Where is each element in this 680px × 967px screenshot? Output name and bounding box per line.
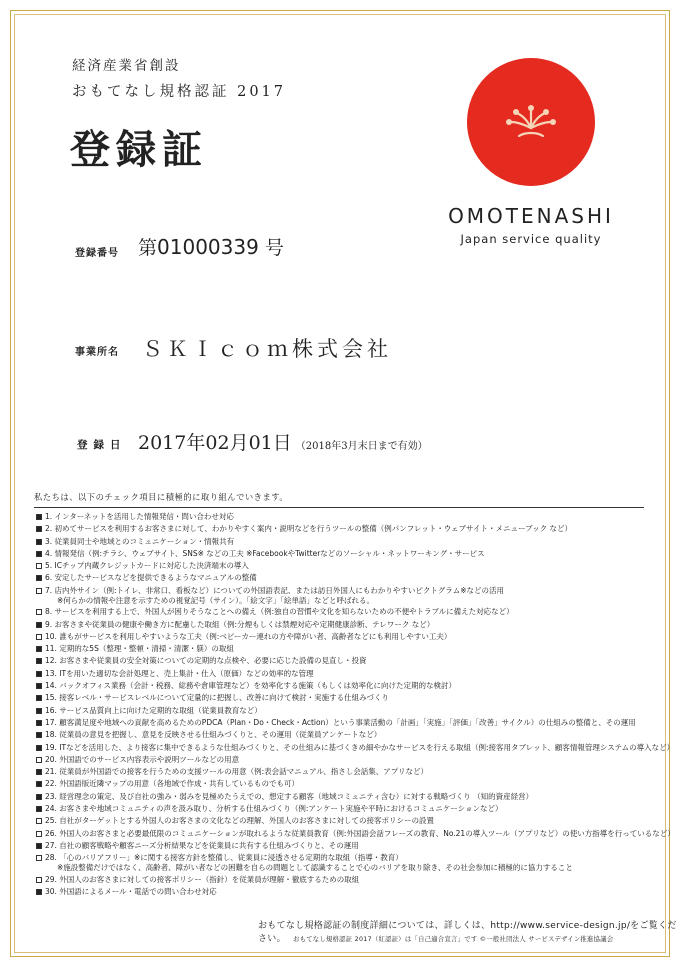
checklist-item <box>36 718 648 730</box>
checked-box-icon <box>36 769 42 775</box>
checklist-item-text: 13. ITを用いた適切な会計処理と、売上集計・仕入（原価）などの効率的な管理 <box>45 668 314 678</box>
registration-prefix: 第 <box>138 237 158 259</box>
checked-box-icon <box>36 539 42 545</box>
checklist-item <box>36 887 648 899</box>
program-title: おもてなし規格認証 2017 <box>72 84 287 100</box>
certificate-title: 登録証 <box>70 126 208 173</box>
unchecked-box-icon <box>36 634 42 640</box>
checklist-item <box>36 681 648 693</box>
checklist-item <box>36 561 648 573</box>
checklist-item <box>36 620 648 632</box>
business-label: 事業所名 <box>75 347 119 358</box>
omotenashi-logo-mark <box>467 58 595 186</box>
logo-tagline: Japan service quality <box>460 232 602 246</box>
footer-copyright: おもてなし規格認証 2017（紅認証）は「自己適合宣言」です ©一般社団法人 サービスデザイン推進協議会 <box>293 936 614 943</box>
checklist-item <box>36 586 648 608</box>
checked-box-icon <box>36 708 42 714</box>
checklist-item-text: 20. 外国語でのサービス内容表示や説明ツールなどの用意 <box>45 754 240 764</box>
unchecked-box-icon <box>36 588 42 594</box>
checked-box-icon <box>36 781 42 787</box>
checklist-item <box>36 632 648 644</box>
divider <box>34 507 644 508</box>
checklist-item-text: 14. バックオフィス業務（会計・税務、総務や倉庫管理など）を効率化する施策（もしくは効率化に向けた定期的な検討） <box>45 681 456 691</box>
checklist-item <box>36 853 648 875</box>
checked-box-icon <box>36 514 42 520</box>
checked-box-icon <box>36 843 42 849</box>
checklist-item-text: 29. 外国人のお客さまに対しての接客ポリシー（指針）を従業員が理解・徹底するための取組 <box>45 874 360 884</box>
checklist-item-text: 17. 顧客満足度や地域への貢献を高めるためのPDCA（Plan・Do・Check・Action）という事業活動の「計画」「実施」「評価」「改善」サイクル）の仕組みの整備と、その運用 <box>45 717 636 727</box>
checklist-item-text: 11. 定期的な5S（整理・整頓・清掃・清潔・躾）の取組 <box>45 644 234 654</box>
checklist-item <box>36 512 648 524</box>
checklist-item-text: 30. 外国語によるメール・電話での問い合わせ対応 <box>45 887 217 897</box>
checked-box-icon <box>36 745 42 751</box>
checklist-item-text: 9. お客さまや従業員の健康や働き方に配慮した取組（例:分煙もしくは禁煙対応や定期健康診断、テレワーク など） <box>45 619 435 629</box>
date-year: 2017 <box>138 432 187 454</box>
commitment-intro: 私たちは、以下のチェック項目に積極的に取り組んでいきます。 <box>34 492 289 502</box>
date-day-unit: 日 <box>272 432 292 454</box>
checklist-item-text: 12. お客さまや従業員の安全対策についての定期的な点検や、必要に応じた設備の見直し・投資 <box>45 656 367 666</box>
checked-box-icon <box>36 658 42 664</box>
checklist-item <box>36 816 648 828</box>
checked-box-icon <box>36 794 42 800</box>
checklist-item <box>36 828 675 841</box>
checklist-item-text: 8. サービスを利用する上で、外国人が困りそうなことへの備え（例:独自の習慣や文化を知らないための不便やトラブルに備えた対応など） <box>45 607 514 617</box>
date-label: 登録日 <box>77 439 127 451</box>
unchecked-box-icon <box>36 609 42 615</box>
checklist-item-text: 26. 外国人のお客さまと必要最低限のコミュニケーションが取れるような従業員教育（例:外国語会話フレーズの教育、No.21の導入ツール（アプリなど）の使い方指導を行っているなど） <box>45 828 675 838</box>
registration-number <box>138 233 284 260</box>
checklist-item <box>36 792 648 804</box>
date-month-unit: 月 <box>229 432 249 454</box>
checklist-item <box>36 706 648 718</box>
checked-box-icon <box>36 732 42 738</box>
registration-label: 登録番号 <box>75 248 119 259</box>
checklist-item <box>36 573 648 585</box>
checklist-item <box>36 779 648 791</box>
checklist-item <box>36 767 648 779</box>
checklist-item-text: 1. インターネットを活用した情報発信・問い合わせ対応 <box>45 512 234 521</box>
checklist-item <box>36 693 648 705</box>
checklist-item-text: 23. 経営理念の策定、及び自社の強み・弱みを見極めたうえでの、想定する顧客（地域コミュニティ含む）に対する戦略づくり （知的資産経営） <box>45 791 534 801</box>
logo-wordmark: OMOTENASHI <box>448 204 614 228</box>
checklist-item-text: 16. サービス品質向上に向けた定期的な取組（従業員教育など） <box>45 705 262 715</box>
checklist-item <box>36 644 648 656</box>
checklist-item <box>36 875 648 887</box>
date-year-unit: 年 <box>186 432 206 454</box>
checklist-item-text: 6. 安定したサービスなどを提供できるようなマニュアルの整備 <box>45 573 257 583</box>
checklist <box>36 512 675 899</box>
checked-box-icon <box>36 622 42 628</box>
checklist-item-text: 24. お客さまや地域コミュニティの声を汲み取り、分析する仕組みづくり（例:アンケート実施や平時におけるコミュニケーションなど） <box>45 804 503 814</box>
checklist-item-text: 22. 外国語版近隣マップの用意（各地域で作成・共有しているものでも可） <box>45 779 300 789</box>
checklist-item-text: 19. ITなどを活用した、より接客に集中できるような仕組みづくりと、その仕組みに基づくきめ細やかなサービスを行える取組（例:接客用タブレット、顧客情報管理システムの導入など） <box>45 742 675 752</box>
checklist-item-text: 7. 店内外サイン（例:トイレ、非常口、看板など）についての外国語表記、または訪日外国人にもわかりやすいピクトグラム※などの活用 <box>45 585 504 595</box>
date-month: 02 <box>205 432 230 454</box>
checklist-item <box>36 537 648 549</box>
checklist-item-text: 2. 初めてサービスを利用するお客さまに対して、わかりやすく案内・説明などを行うツールの整備（例パンフレット・ウェブサイト・メニューブック など） <box>45 524 573 534</box>
checklist-item <box>36 549 648 561</box>
unchecked-box-icon <box>36 818 42 824</box>
checklist-item <box>36 656 648 668</box>
checklist-item <box>36 524 648 536</box>
checked-box-icon <box>36 671 42 677</box>
checked-box-icon <box>36 889 42 895</box>
checklist-item-note: ※何らかの情報や注意を示すための視覚記号（サイン）。「絵文字」「絵単語」などと呼ばれる。 <box>57 595 375 605</box>
checklist-item <box>36 804 648 816</box>
checklist-item <box>36 742 675 755</box>
checklist-item <box>36 669 648 681</box>
footer-info: おもてなし規格認証の制度詳細については、詳しくは、http://www.service-design.jp/をご覧ください。 <box>258 921 677 944</box>
unchecked-box-icon <box>36 855 42 861</box>
unchecked-box-icon <box>36 563 42 569</box>
checklist-item-text: 27. 自社の顧客戦略や顧客ニーズ分析結果などを従業員に共有する仕組みづくりと、その運用 <box>45 840 359 850</box>
checklist-item-text: 18. 従業員の意見を把握し、意見を反映させる仕組みづくりと、その運用（従業員アンケートなど） <box>45 730 382 740</box>
checked-box-icon <box>36 695 42 701</box>
unchecked-box-icon <box>36 831 42 837</box>
checklist-item-text: 10. 誰もがサービスを利用しやすいような工夫（例:ベビーカー連れの方や障がい者、高齢者などにも利用しやすい工夫） <box>45 631 452 641</box>
checklist-item-text: 28. 「心のバリアフリー」※に関する接客方針を整備し、従業員に浸透させる定期的な取組（指導・教育） <box>45 853 403 863</box>
unchecked-box-icon <box>36 877 42 883</box>
checklist-item <box>36 607 648 619</box>
ministry-line: 経済産業省創設 <box>72 58 181 74</box>
checklist-item-text: 25. 自社がターゲットとする外国人のお客さまの文化などの理解、外国人のお客さまに対しての接客ポリシーの設置 <box>45 816 435 826</box>
validity-note: （2018年3月末日まで有効） <box>295 441 428 452</box>
checklist-item <box>36 730 648 742</box>
date-day: 01 <box>248 432 273 454</box>
checklist-item-text: 3. 従業員同士や地域とのコミュニケーション・情報共有 <box>45 536 235 546</box>
checklist-item <box>36 841 648 853</box>
business-name: ＳＫＩｃｏｍ株式会社 <box>142 337 392 361</box>
checked-box-icon <box>36 575 42 581</box>
checklist-item-note: ※施設整備だけではなく、高齢者、障がい者などの困難を自らの問題として認識することで心のバリアを取り除き、その社会参加に積極的に協力すること <box>57 862 573 872</box>
unchecked-box-icon <box>36 757 42 763</box>
flower-icon <box>467 58 595 186</box>
checked-box-icon <box>36 806 42 812</box>
checked-box-icon <box>36 551 42 557</box>
checked-box-icon <box>36 526 42 532</box>
registration-number-value: 01000339 <box>157 235 259 259</box>
registration-date <box>138 428 428 455</box>
checklist-item-text: 4. 情報発信（例:チラシ、ウェブサイト、SNS※ などの工夫 ※FacebookやTwitterなどのソーシャル・ネットワーキング・サービス <box>45 548 485 558</box>
checked-box-icon <box>36 720 42 726</box>
checklist-item-text: 15. 接客レベル・サービスレベルについて定量的に把握し、改善に向けて検討・実施する仕組みづくり <box>45 693 390 703</box>
checked-box-icon <box>36 683 42 689</box>
checklist-item-text: 5. ICチップ内蔵クレジットカードに対応した決済端末の導入 <box>45 561 249 571</box>
registration-suffix: 号 <box>264 237 284 259</box>
checklist-item-text: 21. 従業員が外国語での接客を行うための支援ツールの用意（例:表会話マニュアル、指さし会話集、アプリなど） <box>45 767 428 777</box>
checked-box-icon <box>36 646 42 652</box>
checklist-item <box>36 755 648 767</box>
